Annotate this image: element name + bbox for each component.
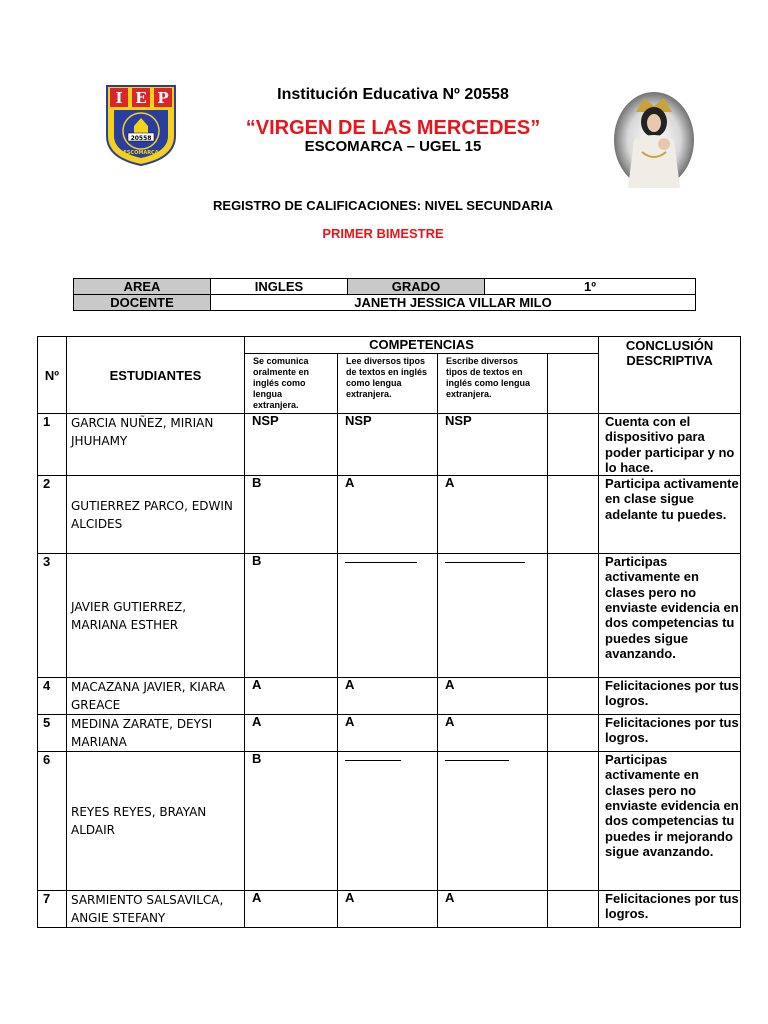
grade-speaking: NSP bbox=[245, 414, 338, 476]
school-location: ESCOMARCA – UGEL 15 bbox=[304, 138, 482, 155]
student-name: SARMIENTO SALSAVILCA, ANGIE STEFANY bbox=[67, 891, 245, 928]
table-row bbox=[38, 554, 741, 678]
grade-speaking: A bbox=[245, 715, 338, 752]
logo-letter-e: E bbox=[135, 89, 147, 107]
period-title: PRIMER BIMESTRE bbox=[322, 226, 444, 241]
grades-table bbox=[37, 336, 741, 928]
conclusion-text: Participas activamente en clases pero no enviaste evidencia en dos competencias tu puedes sigue avanzando. bbox=[599, 554, 741, 678]
table-row bbox=[38, 715, 741, 752]
conclusion-text: Felicitaciones por tus logros. bbox=[599, 891, 741, 928]
conclusion-text: Participas activamente en clases pero no enviaste evidencia en dos competencias tu puedes ir mejorando sigue avanzando. bbox=[599, 752, 741, 891]
student-name: GUTIERREZ PARCO, EDWIN ALCIDES bbox=[67, 476, 245, 554]
competency-speaking-header: Se comunica oralmente en inglés como lengua extranjera. bbox=[245, 354, 338, 414]
col-conclusion-header: CONCLUSIÓN DESCRIPTIVA bbox=[599, 337, 741, 414]
area-label: AREA bbox=[74, 279, 211, 295]
logo-letter-p: P bbox=[157, 89, 169, 107]
grade-speaking: A bbox=[245, 891, 338, 928]
col-competencies-header: COMPETENCIAS bbox=[245, 337, 599, 354]
conclusion-text: Felicitaciones por tus logros. bbox=[599, 678, 741, 715]
grade-reading-blank bbox=[338, 752, 438, 891]
col-students-header: ESTUDIANTES bbox=[67, 337, 245, 414]
grade-speaking: B bbox=[245, 752, 338, 891]
grade-extra bbox=[548, 715, 599, 752]
grade-label: GRADO bbox=[348, 279, 485, 295]
school-name: “VIRGEN DE LAS MERCEDES” bbox=[245, 117, 541, 139]
grade-writing-blank bbox=[438, 554, 548, 678]
competency-reading-header: Lee diversos tipos de textos en inglés como lengua extranjera. bbox=[338, 354, 438, 414]
table-row bbox=[38, 891, 741, 928]
student-name: REYES REYES, BRAYAN ALDAIR bbox=[67, 752, 245, 891]
table-row bbox=[38, 678, 741, 715]
conclusion-text: Participa activamente en clase sigue adelante tu puedes. bbox=[599, 476, 741, 554]
grade-reading: A bbox=[338, 715, 438, 752]
grade-writing: A bbox=[438, 715, 548, 752]
competency-writing-header: Escribe diversos tipos de textos en inglés como lengua extranjera. bbox=[438, 354, 548, 414]
teacher-value: JANETH JESSICA VILLAR MILO bbox=[211, 295, 696, 311]
logo-number: 20558 bbox=[130, 135, 152, 142]
grade-extra bbox=[548, 678, 599, 715]
register-title: REGISTRO DE CALIFICACIONES: NIVEL SECUNDARIA bbox=[213, 198, 553, 213]
student-name: MEDINA ZARATE, DEYSI MARIANA bbox=[67, 715, 245, 752]
area-value: INGLES bbox=[211, 279, 348, 295]
grade-value: 1º bbox=[485, 279, 696, 295]
col-num-header: Nº bbox=[38, 337, 67, 414]
conclusion-text: Cuenta con el dispositivo para poder participar y no lo hace. bbox=[599, 414, 741, 476]
grade-writing: A bbox=[438, 476, 548, 554]
row-number: 4 bbox=[38, 678, 67, 715]
logo-letter-i: I bbox=[115, 89, 123, 107]
row-number: 2 bbox=[38, 476, 67, 554]
table-row bbox=[38, 414, 741, 476]
grade-writing: A bbox=[438, 678, 548, 715]
institution-title: Institución Educativa Nº 20558 bbox=[277, 86, 509, 103]
grade-extra bbox=[548, 414, 599, 476]
teacher-label: DOCENTE bbox=[74, 295, 211, 311]
grade-writing: A bbox=[438, 891, 548, 928]
student-name: JAVIER GUTIERREZ, MARIANA ESTHER bbox=[67, 554, 245, 678]
grade-writing: NSP bbox=[438, 414, 548, 476]
student-name: MACAZANA JAVIER, KIARA GREACE bbox=[67, 678, 245, 715]
grade-speaking: A bbox=[245, 678, 338, 715]
table-row bbox=[38, 752, 741, 891]
grade-reading-blank bbox=[338, 554, 438, 678]
grade-reading: NSP bbox=[338, 414, 438, 476]
student-name: GARCIA NUÑEZ, MIRIAN JHUHAMY bbox=[67, 414, 245, 476]
grade-reading: A bbox=[338, 476, 438, 554]
competency-empty-header bbox=[548, 354, 599, 414]
table-row bbox=[38, 476, 741, 554]
grade-extra bbox=[548, 891, 599, 928]
grade-reading: A bbox=[338, 891, 438, 928]
grade-speaking: B bbox=[245, 554, 338, 678]
grade-extra bbox=[548, 476, 599, 554]
row-number: 1 bbox=[38, 414, 67, 476]
grade-reading: A bbox=[338, 678, 438, 715]
row-number: 5 bbox=[38, 715, 67, 752]
row-number: 3 bbox=[38, 554, 67, 678]
course-info-table bbox=[73, 278, 696, 311]
grade-extra bbox=[548, 554, 599, 678]
grade-writing-blank bbox=[438, 752, 548, 891]
row-number: 6 bbox=[38, 752, 67, 891]
conclusion-text: Felicitaciones por tus logros. bbox=[599, 715, 741, 752]
logo-town: ESCOMARCA bbox=[123, 150, 159, 156]
row-number: 7 bbox=[38, 891, 67, 928]
grade-extra bbox=[548, 752, 599, 891]
grade-speaking: B bbox=[245, 476, 338, 554]
